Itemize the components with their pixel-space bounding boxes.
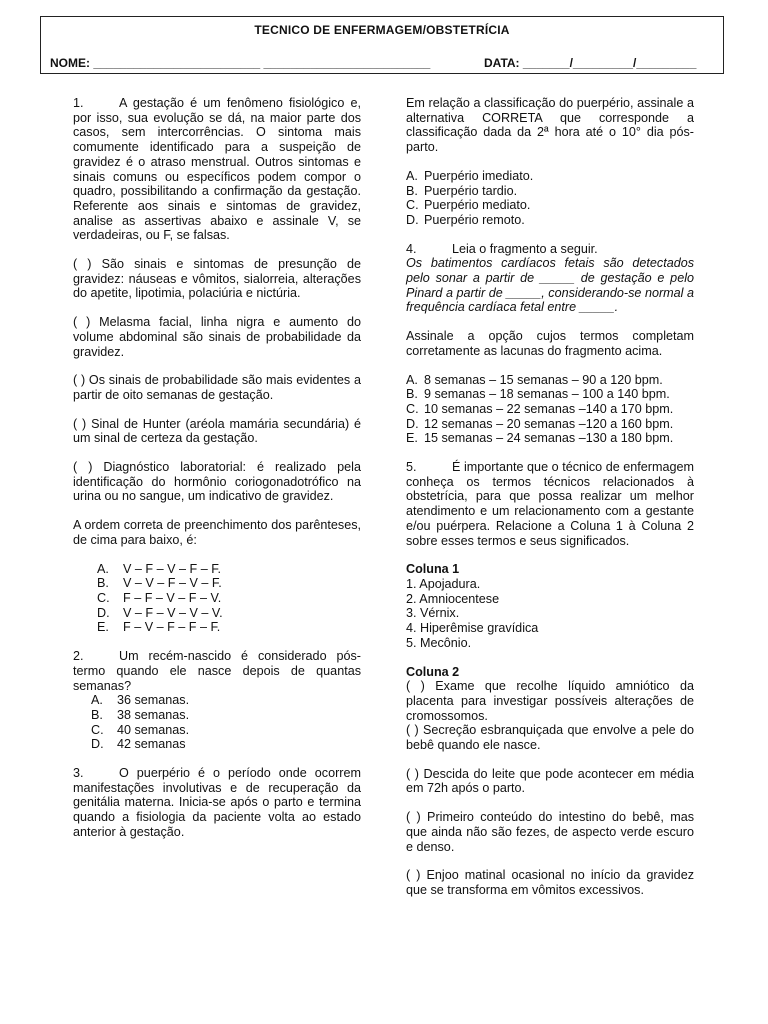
column-1-title: Coluna 1 <box>406 562 460 577</box>
statement[interactable]: ( ) Sinal de Hunter (aréola mamária secundária) é um sinal de certeza da gestação. <box>73 416 361 446</box>
answer-option[interactable] <box>73 606 361 621</box>
right-column <box>406 96 694 898</box>
option-text: Puerpério remoto. <box>424 212 525 227</box>
question-2 <box>73 649 361 693</box>
question-prompt: A ordem correta de preenchimento dos parênteses, de cima para baixo, é: <box>73 518 361 547</box>
column-1-item: 3. Vérnix. <box>406 606 460 621</box>
option-text: V – F – V – V – V. <box>123 605 223 620</box>
option-letter: D. <box>406 416 419 431</box>
exam-title: TECNICO DE ENFERMAGEM/OBSTETRÍCIA <box>254 23 510 37</box>
answer-option[interactable] <box>406 417 694 432</box>
question-4 <box>406 242 694 257</box>
answer-option[interactable] <box>73 576 361 591</box>
answer-option[interactable] <box>406 213 694 228</box>
question-prompt: Assinale a opção cujos termos completam corretamente as lacunas do fragmento acima. <box>406 329 694 358</box>
answer-option[interactable] <box>406 431 694 446</box>
question-1 <box>73 96 361 243</box>
answer-option[interactable] <box>406 184 694 199</box>
column-2-item[interactable]: ( ) Exame que recolhe líquido amniótico da placenta para investigar possíveis alterações de cromossomos. <box>406 679 694 723</box>
answer-option[interactable] <box>406 387 694 402</box>
statement[interactable]: ( ) Diagnóstico laboratorial: é realizado pela identificação do hormônio coriogonadotrófico na urina ou no sangue, um indicativo de gravidez. <box>73 460 361 504</box>
question-number: 4. <box>406 241 417 256</box>
question-3-continuation: Em relação a classificação do puerpério, assinale a alternativa CORRETA que corresponde a classificação dada da 2ª hora até o 10° dia pós-parto. <box>406 96 694 155</box>
answer-option[interactable] <box>73 693 361 708</box>
column-2-item[interactable]: ( ) Descida do leite que pode acontecer em média em 72h após o parto. <box>406 766 694 796</box>
option-letter: C. <box>91 722 104 737</box>
option-letter: A. <box>406 168 418 183</box>
column-1-item: 4. Hiperêmise gravídica <box>406 621 539 636</box>
column-2-title: Coluna 2 <box>406 664 460 679</box>
question-text: É importante que o técnico de enfermagem conheça os termos técnicos relacionados à obstetrícia, para que possa realizar um melhor atendimento e um relacionamento com a gestante e/ou puérpera. Relacione a Coluna 1 à Coluna 2 sobre esses termos e seus significados. <box>406 460 694 548</box>
answer-option[interactable] <box>73 737 361 752</box>
answer-option[interactable] <box>73 562 361 577</box>
answer-option[interactable] <box>73 708 361 723</box>
answer-option[interactable] <box>406 169 694 184</box>
option-letter: A. <box>97 561 109 576</box>
column-2-item[interactable]: ( ) Enjoo matinal ocasional no início da gravidez que se transforma em vômitos excessivos. <box>406 868 694 897</box>
option-letter: D. <box>91 737 104 752</box>
option-text: F – F – V – F – V. <box>123 590 222 605</box>
question-number: 3. <box>73 766 84 781</box>
option-letter: C. <box>406 401 419 416</box>
question-3 <box>73 766 361 840</box>
column-2-item[interactable]: ( ) Secreção esbranquiçada que envolve a pele do bebê quando ele nasce. <box>406 723 694 753</box>
column-2-item[interactable]: ( ) Primeiro conteúdo do intestino do bebê, mas que ainda não são fezes, de aspecto verde escuro e denso. <box>406 810 694 854</box>
option-letter: A. <box>406 372 418 387</box>
option-letter: B. <box>91 707 103 722</box>
option-text: 8 semanas – 15 semanas – 90 a 120 bpm. <box>424 372 663 387</box>
answer-option[interactable] <box>406 402 694 417</box>
name-field[interactable]: NOME: _________________________ _________________________ <box>50 56 431 70</box>
option-letter: C. <box>406 198 419 213</box>
option-text: 42 semanas <box>117 737 186 752</box>
option-text: 12 semanas – 20 semanas –120 a 160 bpm. <box>424 416 674 431</box>
statement[interactable]: ( ) Melasma facial, linha nigra e aumento do volume abdominal são sinais de probabilidade da gravidez. <box>73 315 361 359</box>
exam-header <box>40 16 724 74</box>
option-letter: B. <box>406 387 418 402</box>
statement[interactable]: ( ) São sinais e sintomas de presunção de gravidez: náuseas e vômitos, sialorreia, alterações do apetite, lipotimia, polaciúria e nictúria. <box>73 257 361 301</box>
question-number: 5. <box>406 460 417 475</box>
question-text: Um recém-nascido é considerado pós-termo quando ele nasce depois de quantas semanas? <box>73 649 361 693</box>
question-text: A gestação é um fenômeno fisiológico e, por isso, sua evolução se dá, na maior parte dos casos, sem intercorrências. O sintoma mais comumente identificado para a suspeição de gravidez é o atraso menstrual. Outros sintomas e sinais comuns ou específicos podem compor o quadro, possibilitando a confirmação da gestação. Referente aos sinais e sintomas de gravidez, analise as assertivas abaixo e assinale V, se verdadeiras, ou F, se falsas. <box>73 96 361 243</box>
option-letter: A. <box>91 693 103 708</box>
question-text: O puerpério é o período onde ocorrem manifestações involutivas e de recuperação da genitália materna. Inicia-se após o parto e termina quando a fisiologia da paciente volta ao estado anterior à gestação. <box>73 766 361 839</box>
answer-option[interactable] <box>406 198 694 213</box>
option-letter: D. <box>97 605 110 620</box>
option-letter: E. <box>97 620 109 635</box>
answer-option[interactable] <box>73 723 361 738</box>
option-letter: D. <box>406 212 419 227</box>
question-intro: Leia o fragmento a seguir. <box>452 241 598 256</box>
question-5 <box>406 460 694 548</box>
option-text: Puerpério mediato. <box>424 198 531 213</box>
question-fragment: Os batimentos cardíacos fetais são detectados pelo sonar a partir de _____ de gestação e pelo Pinard a partir de _____, considerando-se normal a frequência cardíaca fetal entre _____. <box>406 256 694 315</box>
option-text: Puerpério tardio. <box>424 183 518 198</box>
left-column <box>73 96 361 840</box>
option-letter: B. <box>406 183 418 198</box>
option-text: 15 semanas – 24 semanas –130 a 180 bpm. <box>424 431 674 446</box>
date-field[interactable]: DATA: _______/_________/_________ <box>484 56 697 70</box>
statement[interactable]: ( ) Os sinais de probabilidade são mais evidentes a partir de oito semanas de gestação. <box>73 373 361 402</box>
option-text: 36 semanas. <box>117 693 190 708</box>
option-text: F – V – F – F – F. <box>123 620 221 635</box>
answer-option[interactable] <box>73 620 361 635</box>
option-text: 9 semanas – 18 semanas – 100 a 140 bpm. <box>424 387 670 402</box>
column-1-item: 5. Mecônio. <box>406 635 472 650</box>
answer-option[interactable] <box>73 591 361 606</box>
question-number: 1. <box>73 96 84 110</box>
option-letter: B. <box>97 576 109 591</box>
option-text: V – V – F – V – F. <box>123 576 222 591</box>
option-text: 10 semanas – 22 semanas –140 a 170 bpm. <box>424 401 674 416</box>
option-text: 38 semanas. <box>117 707 190 722</box>
question-number: 2. <box>73 649 84 664</box>
answer-option[interactable] <box>406 373 694 388</box>
column-1-item: 1. Apojadura. <box>406 576 481 591</box>
option-letter: C. <box>97 590 110 605</box>
column-1-item: 2. Amniocentese <box>406 591 500 606</box>
option-text: Puerpério imediato. <box>424 168 534 183</box>
option-text: 40 semanas. <box>117 722 190 737</box>
option-text: V – F – V – F – F. <box>123 561 221 576</box>
option-letter: E. <box>406 431 418 446</box>
